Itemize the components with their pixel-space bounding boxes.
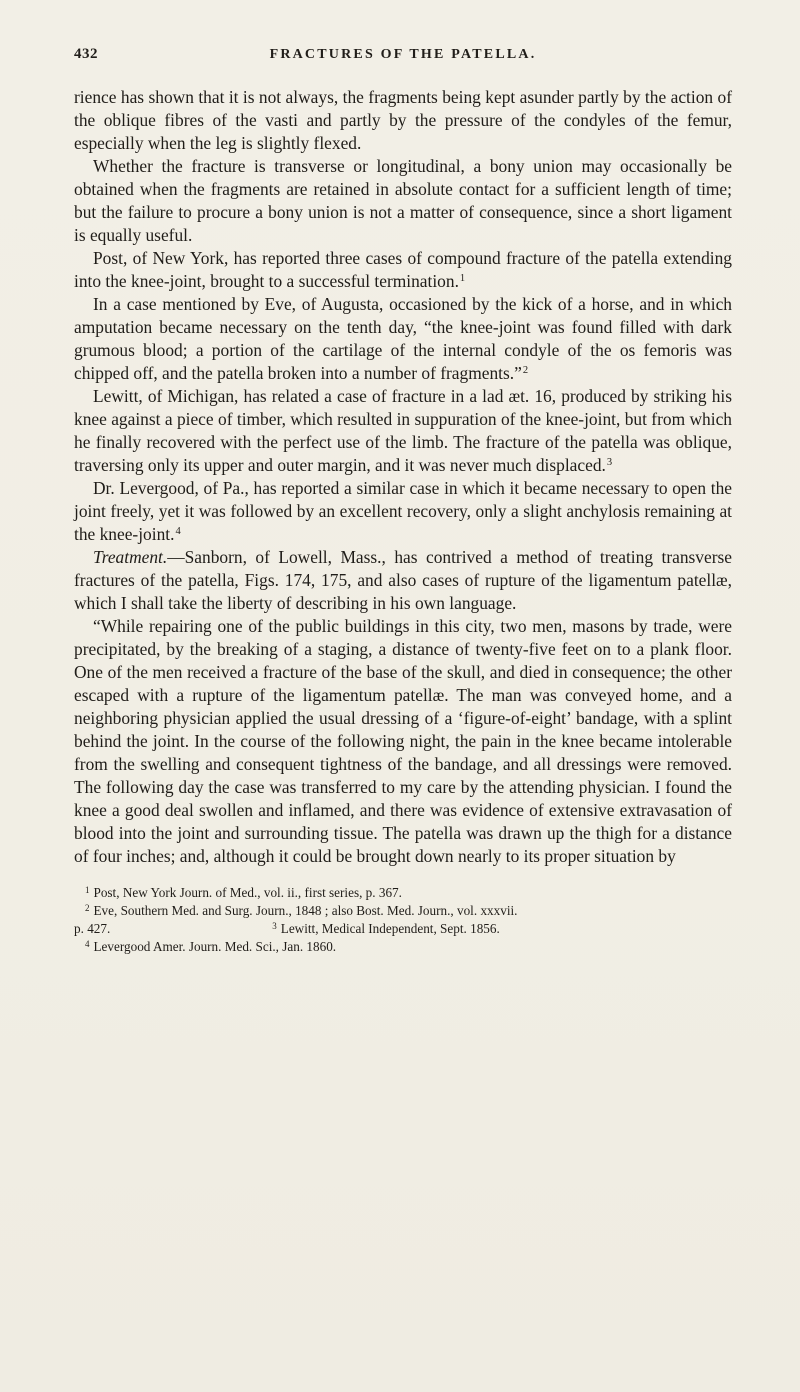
footnote-reference-1: 1 [459,273,466,284]
paragraph-bony-union [74,155,732,247]
paragraph-text: Whether the fracture is transverse or longitudinal, a bony union may occasionally be obtained when the fragments are retained in absolute contact for a sufficient length of time; but the failure to procure a bony union is not a matter of consequence, since a short ligament is equally useful. [74,156,732,245]
footnotes-section [74,884,732,956]
footnote-reference-2: 2 [522,365,529,376]
paragraph-sanborn-quote [74,615,732,868]
footnote-2-text: Eve, Southern Med. and Surg. Journ., 1848 ; also Bost. Med. Journ., vol. xxxvii. [93,903,518,918]
footnote-reference-3: 3 [606,457,613,468]
paragraph-text: rience has shown that it is not always, the fragments being kept asunder partly by the action of the oblique fibres of the vasti and partly by the pressure of the condyles of the femur, especially when the leg is slightly flexed. [74,87,732,153]
footnote-1 [74,884,732,902]
footnote-4-text: Levergood Amer. Journ. Med. Sci., Jan. 1860. [93,939,337,954]
paragraph-text: Dr. Levergood, of Pa., has reported a similar case in which it became necessary to open the joint freely, yet it was followed by an excellent recovery, only a slight anchylosis remaining at the knee-joint. [74,478,732,544]
paragraph-treatment [74,546,732,615]
footnote-4 [74,938,732,956]
footnote-3-marker: 3 [272,921,277,931]
paragraph-post-cases [74,247,732,293]
footnote-reference-4: 4 [175,526,181,537]
footnote-1-text: Post, New York Journ. of Med., vol. ii., first series, p. 367. [93,885,402,900]
footnote-1-marker: 1 [85,885,90,895]
page-number: 432 [74,46,98,62]
running-header [74,46,732,70]
footnote-3-text: Lewitt, Medical Independent, Sept. 1856. [280,921,500,936]
footnote-3 [272,921,500,936]
page-body [74,86,732,868]
paragraph-levergood-case [74,477,732,546]
footnote-2 [74,902,732,920]
treatment-heading-italic: Treatment. [93,547,168,567]
paragraph-lewitt-case [74,385,732,477]
footnote-2-continuation-line [74,920,732,938]
paragraph-text: —Sanborn, of Lowell, Mass., has contrived a method of treating transverse fractures of the patella, Figs. 174, 175, and also cases of rupture of the ligamentum patellæ, which I shall take the liberty of describing in his own language. [74,547,732,613]
footnote-4-marker: 4 [85,939,90,949]
footnote-2-marker: 2 [85,903,90,913]
paragraph-text: Lewitt, of Michigan, has related a case of fracture in a lad æt. 16, produced by striking his knee against a piece of timber, which resulted in suppuration of the knee-joint, but from which he finally recovered with the perfect use of the limb. The fracture of the patella was oblique, traversing only its upper and outer margin, and it was never much displaced. [74,386,732,475]
footnote-2-continuation: p. 427. [74,921,111,936]
paragraph-text: “While repairing one of the public buildings in this city, two men, masons by trade, were precipitated, by the breaking of a staging, a distance of twenty-five feet on to a plank floor. One of the men received a fracture of the base of the skull, and died in consequence; the other escaped with a rupture of the ligamentum patellæ. The man was conveyed home, and a neighboring physician applied the usual dressing of a ‘figure-of-eight’ bandage, with a splint behind the joint. In the course of the following night, the pain in the knee became intolerable from the swelling and consequent tightness of the bandage, and all dressings were removed. The following day the case was transferred to my care by the attending physician. I found the knee a good deal swollen and inflamed, and there was evidence of extensive extravasation of blood into the joint and surrounding tissue. The patella was drawn up the thigh for a distance of four inches; and, although it could be brought down nearly to its proper situation by [74,616,732,866]
paragraph-continuation [74,86,732,155]
paragraph-eve-case [74,293,732,385]
running-header-title: FRACTURES OF THE PATELLA. [269,47,537,62]
paragraph-text: Post, of New York, has reported three cases of compound fracture of the patella extending into the knee-joint, brought to a successful termination. [74,248,732,291]
paragraph-text: In a case mentioned by Eve, of Augusta, occasioned by the kick of a horse, and in which amputation became necessary on the tenth day, “the knee-joint was found filled with dark grumous blood; a portion of the cartilage of the internal condyle of the os femoris was chipped off, and the patella broken into a number of fragments.” [74,294,732,383]
